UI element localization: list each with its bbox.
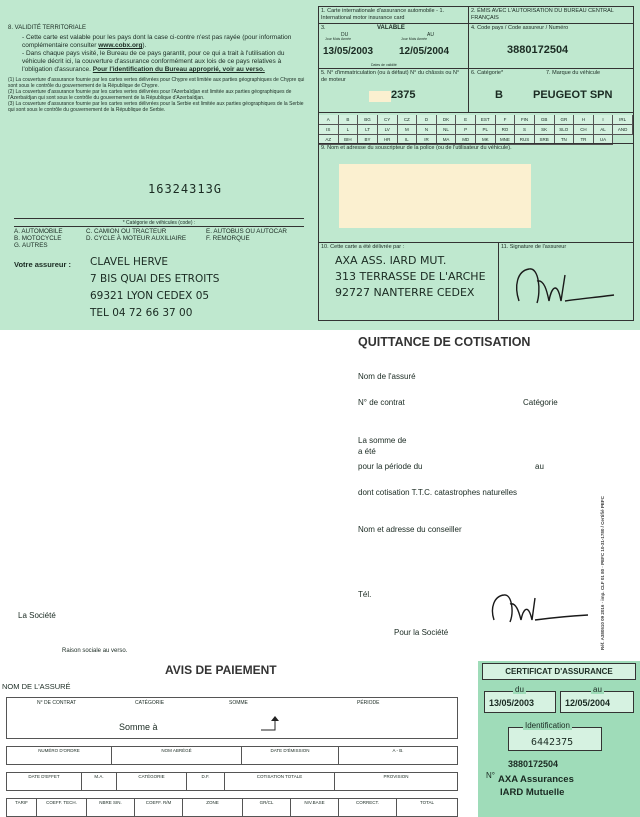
category-code: B: [495, 89, 503, 101]
validity-heading: 8. VALIDITÉ TERRITORIALE: [8, 25, 87, 31]
quittance-nom: Nom de l'assuré: [358, 372, 416, 381]
issuer-street: 313 TERRASSE DE L'ARCHE: [335, 270, 486, 283]
insurer-tel: TEL 04 72 66 37 00: [90, 307, 193, 319]
country-box: SRB: [535, 135, 555, 145]
avis-table-1: N° DE CONTRAT CATÉGORIE SOMME PÉRIODE Somme à: [6, 697, 458, 739]
quittance-cotisation: dont cotisation T.T.C. catastrophes naturelles: [358, 488, 518, 497]
avis-table-3: DATE D'EFFET M.A. CATÉGORIE D.F. COTISATION TOTALE PROVISION: [6, 772, 458, 791]
field-2-label: 2. ÉMIS AVEC L'AUTORISATION DU BUREAU CENTRAL FRANÇAIS: [469, 7, 634, 24]
serial-number: 16324313G: [148, 182, 223, 196]
registration-field: 5. N° d'immatriculation (ou à défaut) N° du châssis ou N° de moteur 2375: [319, 69, 469, 113]
issuer-city: 92727 NANTERRE CEDEX: [335, 286, 475, 299]
country-box: CH: [574, 125, 594, 135]
country-box: MK: [476, 135, 496, 145]
country-box: I: [594, 115, 614, 125]
country-box: B: [339, 115, 359, 125]
vehicle-categories: [14, 218, 304, 250]
raison-sociale: Raison sociale au verso.: [62, 648, 128, 654]
cert-ident-box: Identification 6442375: [508, 727, 602, 751]
quittance-title: QUITTANCE DE COTISATION: [358, 335, 531, 349]
country-box: IL: [398, 135, 418, 145]
side-reference: Réf. A380510 09 2016 · imp. CLF 01 80 · PEFC 10-31-1780 / Certifié PEFC: [600, 496, 605, 650]
avis-title: AVIS DE PAIEMENT: [165, 663, 277, 677]
country-box: BY: [358, 135, 378, 145]
country-box: NL: [437, 125, 457, 135]
quittance-categorie: Catégorie: [523, 398, 558, 407]
quittance-pour-societe: Pour la Société: [394, 628, 449, 637]
country-box: MD: [456, 135, 476, 145]
country-box: D: [417, 115, 437, 125]
avis-table-2: NUMÉRO D'ORDRE NOM ABRÉGÉ DATE D'ÉMISSION A - B.: [6, 746, 458, 765]
country-box: L: [339, 125, 359, 135]
insurer-name: CLAVEL HERVE: [90, 256, 169, 268]
quittance-conseiller: Nom et adresse du conseiller: [358, 525, 462, 534]
vehicle-field: 6. Catégorie* 7. Marque du véhicule B PEUGEOT SPN: [469, 69, 634, 113]
quittance-contrat: N° de contrat: [358, 398, 405, 407]
cert-number: 3880172504: [508, 759, 559, 769]
redacted-plate: [369, 91, 391, 102]
insurer-street: 7 BIS QUAI DES ETROITS: [90, 273, 220, 285]
country-box: LV: [378, 125, 398, 135]
quittance-tel: Tél.: [358, 590, 372, 599]
insurer-city: 69321 LYON CEDEX 05: [90, 290, 210, 302]
vehicle-make: PEUGEOT SPN: [533, 89, 613, 101]
cat-g: G. AUTRES: [14, 242, 48, 249]
cert-ident: 6442375: [531, 737, 574, 748]
validity-dates: 3. VALABLE DU AU Jour Mois Année Jour Mois Année 13/05/2003 12/05/2004 Dates de validité: [319, 24, 469, 69]
country-box: GR: [555, 115, 575, 125]
certificat-title: CERTIFICAT D'ASSURANCE: [482, 663, 636, 680]
country-box: F: [496, 115, 516, 125]
cat-e: E. AUTOBUS OU AUTOCAR: [206, 228, 287, 235]
cat-a: A. AUTOMOBILE: [14, 228, 63, 235]
country-box: TR: [574, 135, 594, 145]
quittance-signature: [484, 588, 594, 628]
issuer-address: [335, 253, 486, 301]
country-box: TN: [555, 135, 575, 145]
cert-from-box: du 13/05/2003: [484, 691, 556, 713]
country-box: IS: [319, 125, 339, 135]
country-box: UA: [594, 135, 614, 145]
validity-section: [8, 24, 308, 113]
arrow-up-icon: [259, 714, 283, 734]
country-box: H: [574, 115, 594, 125]
valid-to: 12/05/2004: [399, 46, 450, 57]
quittance-a-ete: a été: [358, 447, 376, 456]
country-box: PL: [476, 125, 496, 135]
cert-from: 13/05/2003: [489, 698, 535, 708]
categories-title: * Catégorie de véhicules (code) :: [122, 220, 196, 226]
plate-number: 2375: [391, 89, 416, 101]
country-box: BG: [358, 115, 378, 125]
field-1-label: 1. Carte internationale d'assurance automobile - 1. International motor insurance card: [319, 7, 469, 24]
cat-b: B. MOTOCYCLE: [14, 235, 62, 242]
country-box: AND: [613, 125, 633, 135]
country-box: GB: [535, 115, 555, 125]
cat-c: C. CAMION OU TRACTEUR: [86, 228, 167, 235]
au-label: AU: [427, 32, 434, 38]
country-box: LT: [358, 125, 378, 135]
country-box: BIH: [339, 135, 359, 145]
insurer-address: [90, 254, 219, 322]
somme-a: Somme à: [119, 722, 158, 732]
cert-company-2: IARD Mutuelle: [500, 787, 565, 798]
policy-number-field: 4. Code pays / Code assureur / Numéro 3880172504: [469, 24, 634, 69]
country-box: RUS: [515, 135, 535, 145]
bureau-link[interactable]: Pour l'identification du Bureau approprié, voir au verso.: [92, 66, 265, 73]
country-box: SLO: [555, 125, 575, 135]
du-label: DU: [341, 32, 349, 38]
country-box: MNE: [496, 135, 516, 145]
country-box: IRL: [613, 115, 633, 125]
country-box: HR: [378, 135, 398, 145]
insurer-label: Votre assureur :: [14, 260, 71, 269]
note-azerbaijan: (2) La couverture d'assurance fournie par les cartes vertes délivrées pour l'Azerbaïdjan est limitée aux parties géographiques de l'Azerbaïdjan qui sont sous le contrôle du gouvernement de la République d'Azerbaïdjan.: [8, 89, 292, 101]
note-serbia: (3) La couverture d'assurance fournie par les cartes vertes délivrées pour la Serbie est limitée aux parties géographiques de la Serbie qui sont sous le contrôle du gouvernement de la République de Serbie.: [8, 101, 304, 113]
country-box: AZ: [319, 135, 339, 145]
quittance-au: au: [535, 462, 544, 471]
country-box: DK: [437, 115, 457, 125]
country-box: A: [319, 115, 339, 125]
issuer-field: 10. Cette carte a été délivrée par : AXA ASS. IARD MUT. 313 TERRASSE DE L'ARCHE 92727 NANTERRE CEDEX: [319, 243, 499, 321]
country-box: M: [398, 125, 418, 135]
country-box: IR: [417, 135, 437, 145]
cobx-link[interactable]: www.cobx.org: [98, 42, 143, 49]
valid-from: 13/05/2003: [323, 46, 374, 57]
cert-company-1: AXA Assurances: [498, 774, 574, 785]
quittance-periode: pour la période du: [358, 462, 423, 471]
country-box: SK: [535, 125, 555, 135]
cat-f: F. REMORQUE: [206, 235, 250, 242]
country-box: N: [417, 125, 437, 135]
country-box: AL: [594, 125, 614, 135]
note-cyprus: (1) La couverture d'assurance fournie par les cartes vertes délivrées pour Chypre est limitée aux parties géographiques de Chypre qui sont sous le contrôle du gouvernement de la République de Chypre.: [8, 77, 305, 89]
valable-label: VALABLE: [377, 25, 405, 31]
validity-bullet-2: - Dans chaque pays visité, le Bureau de ce pays garantit, pour ce qui a trait à l'utilisation du véhicule décrit ici, la couverture d'assurance conformément aux lois de ce pays relatives à l'obligation d'assurance. Pour l'identification du Bureau approprié, voir au verso.: [22, 50, 285, 73]
la-societe: La Société: [18, 611, 56, 620]
country-box: E: [456, 115, 476, 125]
redacted-policyholder: [339, 164, 531, 228]
country-box: CZ: [398, 115, 418, 125]
quittance-somme: La somme de: [358, 436, 407, 445]
country-box: CY: [378, 115, 398, 125]
country-box: MA: [437, 135, 457, 145]
country-box: EST: [476, 115, 496, 125]
certificat-assurance: CERTIFICAT D'ASSURANCE du 13/05/2003 au 12/05/2004 Identification 6442375 3880172504 N° AXA Assurances IARD Mutuelle: [478, 661, 640, 817]
signature-field: 11. Signature de l'assureur: [499, 243, 633, 321]
validity-bullet-1: - Cette carte est valable pour les pays dont la case ci-contre n'est pas rayée (pour information complémentaire consulter www.cobx.org).: [22, 34, 292, 49]
country-box: FIN: [515, 115, 535, 125]
country-box: P: [456, 125, 476, 135]
cert-to: 12/05/2004: [565, 698, 611, 708]
cat-d: D. CYCLE À MOTEUR AUXILIAIRE: [86, 235, 187, 242]
avis-nom: NOM DE L'ASSURÉ: [2, 682, 71, 691]
issuer-name: AXA ASS. IARD MUT.: [335, 254, 447, 267]
cert-to-box: au 12/05/2004: [560, 691, 634, 713]
country-grid: [319, 115, 633, 145]
avis-table-4: TARIF COEFF. TECH. NBRE SIN. COEFF. R/M ZONE GR/CL NIV.BASE CORRECT. TOTAL: [6, 798, 458, 817]
green-card: [318, 6, 634, 321]
country-box: RO: [496, 125, 516, 135]
country-box: S: [515, 125, 535, 135]
policyholder-field: 9. Nom et adresse du souscripteur de la police (ou de l'utilisateur du véhicule).: [319, 143, 633, 243]
policy-number: 3880172504: [507, 44, 569, 56]
insurer-signature: [509, 261, 619, 311]
